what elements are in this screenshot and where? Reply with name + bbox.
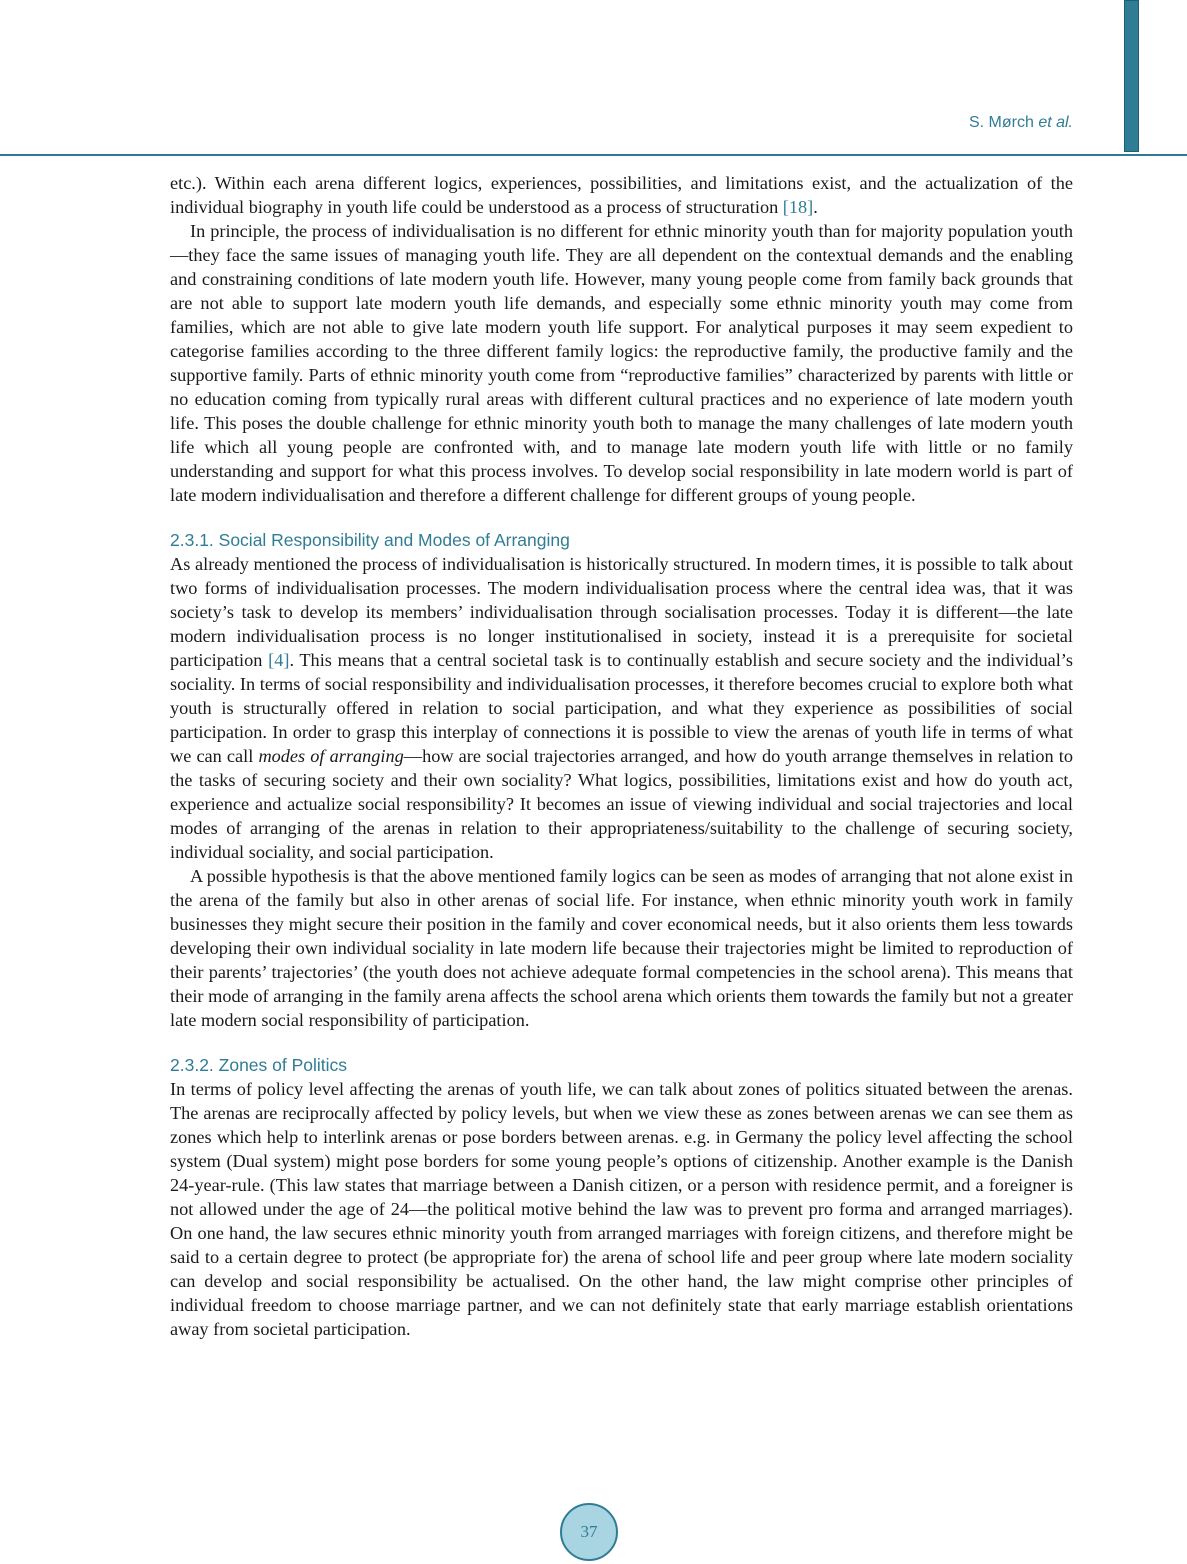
- author-etal: et al.: [1038, 114, 1073, 131]
- paragraph-3-text-b: . This means that a central societal task is to continually establish and secure society and the individual’s sociality. In terms of social responsibility and individualisation processes, it therefore becomes crucial to explore both what youth is structurally offered in relation to social participation, and what they experience as possibilities of social participation. In order to grasp this interplay of connections it is possible to view the arenas of youth life in terms of what we can call: [170, 650, 1074, 766]
- citation-18[interactable]: [18]: [782, 197, 814, 217]
- paragraph-3-text-a: As already mentioned the process of individualisation is historically structured. In modern times, it is possible to talk about two forms of individualisation processes. The modern individualisation process where the central idea was, that it was society’s task to develop its members’ individualisation through socialisation processes. Today it is different—the late modern individualisation process is no longer institutionalised in society, instead it is a prerequisite for societal participation: [170, 554, 1073, 670]
- citation-4[interactable]: [4]: [268, 650, 290, 670]
- paragraph-3-text-c: —how are social trajectories arranged, and how do youth arrange themselves in relation to the tasks of securing society and their own sociality? What logics, possibilities, limitations exist and how do youth act, experience and actualize social responsibility? It becomes an issue of viewing individual and social trajectories and local modes of arranging of the arenas in relation to their appropriateness/suitability to the challenge of securing society, individual sociality, and social participation.: [170, 746, 1073, 862]
- side-color-tab: [1124, 0, 1139, 152]
- header-rule: [0, 154, 1187, 156]
- paragraph-3: [170, 552, 1073, 864]
- running-header-author: [969, 114, 1073, 132]
- paragraph-1: [170, 171, 1073, 219]
- paragraph-4: A possible hypothesis is that the above mentioned family logics can be seen as modes of arranging that not alone exist in the arena of the family but also in other arenas of social life. For instance, when ethnic minority youth work in family businesses they might secure their position in the family and cover economical needs, but it also orients them less towards developing their own individual sociality in late modern life because their trajectories might be limited to reproduction of their parents’ trajectories’ (the youth does not achieve adequate formal competencies in the school arena). This means that their mode of arranging in the family arena affects the school arena which orients them towards the family but not a greater late modern social responsibility of participation.: [170, 866, 1073, 1030]
- page-number-badge: [560, 1503, 618, 1561]
- paragraph-1-end: .: [813, 197, 818, 217]
- author-name: S. Mørch: [968, 114, 1039, 131]
- paragraph-2: In principle, the process of individualisation is no different for ethnic minority youth than for majority population youth—they face the same issues of managing youth life. They are all dependent on the contextual demands and the enabling and constraining conditions of late modern youth life. However, many young people come from family back grounds that are not able to support late modern youth life demands, and especially some ethnic minority youth may come from families, which are not able to give late modern youth life support. For analytical purposes it may seem expedient to categorise families according to the three different family logics: the reproductive family, the productive family and the supportive family. Parts of ethnic minority youth come from “reproductive families” characterized by parents with little or no education coming from typically rural areas with different cultural practices and no experience of late modern youth life. This poses the double challenge for ethnic minority youth both to manage the many challenges of late modern youth life which all young people are confronted with, and to manage late modern youth life with little or no family understanding and support for what this process involves. To develop social responsibility in late modern world is part of late modern individualisation and therefore a different challenge for different groups of young people.: [170, 221, 1073, 505]
- paragraph-5: In terms of policy level affecting the arenas of youth life, we can talk about zones of politics situated between the arenas. The arenas are reciprocally affected by policy levels, but when we view these as zones between arenas we can see them as zones which help to interlink arenas or pose borders between arenas. e.g. in Germany the policy level affecting the school system (Dual system) might pose borders for some young people’s options of citizenship. Another example is the Danish 24-year-rule. (This law states that marriage between a Danish citizen, or a person with residence permit, and a foreigner is not allowed under the age of 24—the political motive behind the law was to prevent pro forma and arranged marriages). On one hand, the law secures ethnic minority youth from arranged marriages with foreign citizens, and therefore might be said to a certain degree to protect (be appropriate for) the arena of school life and peer group where late modern sociality can develop and social responsibility be actualised. On the other hand, the law might comprise other principles of individual freedom to choose marriage partner, and we can not definitely state that early marriage establish orientations away from societal participation.: [170, 1079, 1073, 1339]
- section-heading-2-3-2: 2.3.2. Zones of Politics: [170, 1055, 348, 1075]
- page-number: 37: [580, 1522, 598, 1541]
- emphasis-modes-of-arranging: modes of arranging: [258, 746, 404, 766]
- article-body: [170, 171, 1073, 1341]
- paragraph-1-text: etc.). Within each arena different logics, experiences, possibilities, and limitations exist, and the actualization of the individual biography in youth life could be understood as a process of structuration: [170, 173, 1073, 217]
- section-heading-2-3-1: 2.3.1. Social Responsibility and Modes of Arranging: [170, 530, 570, 550]
